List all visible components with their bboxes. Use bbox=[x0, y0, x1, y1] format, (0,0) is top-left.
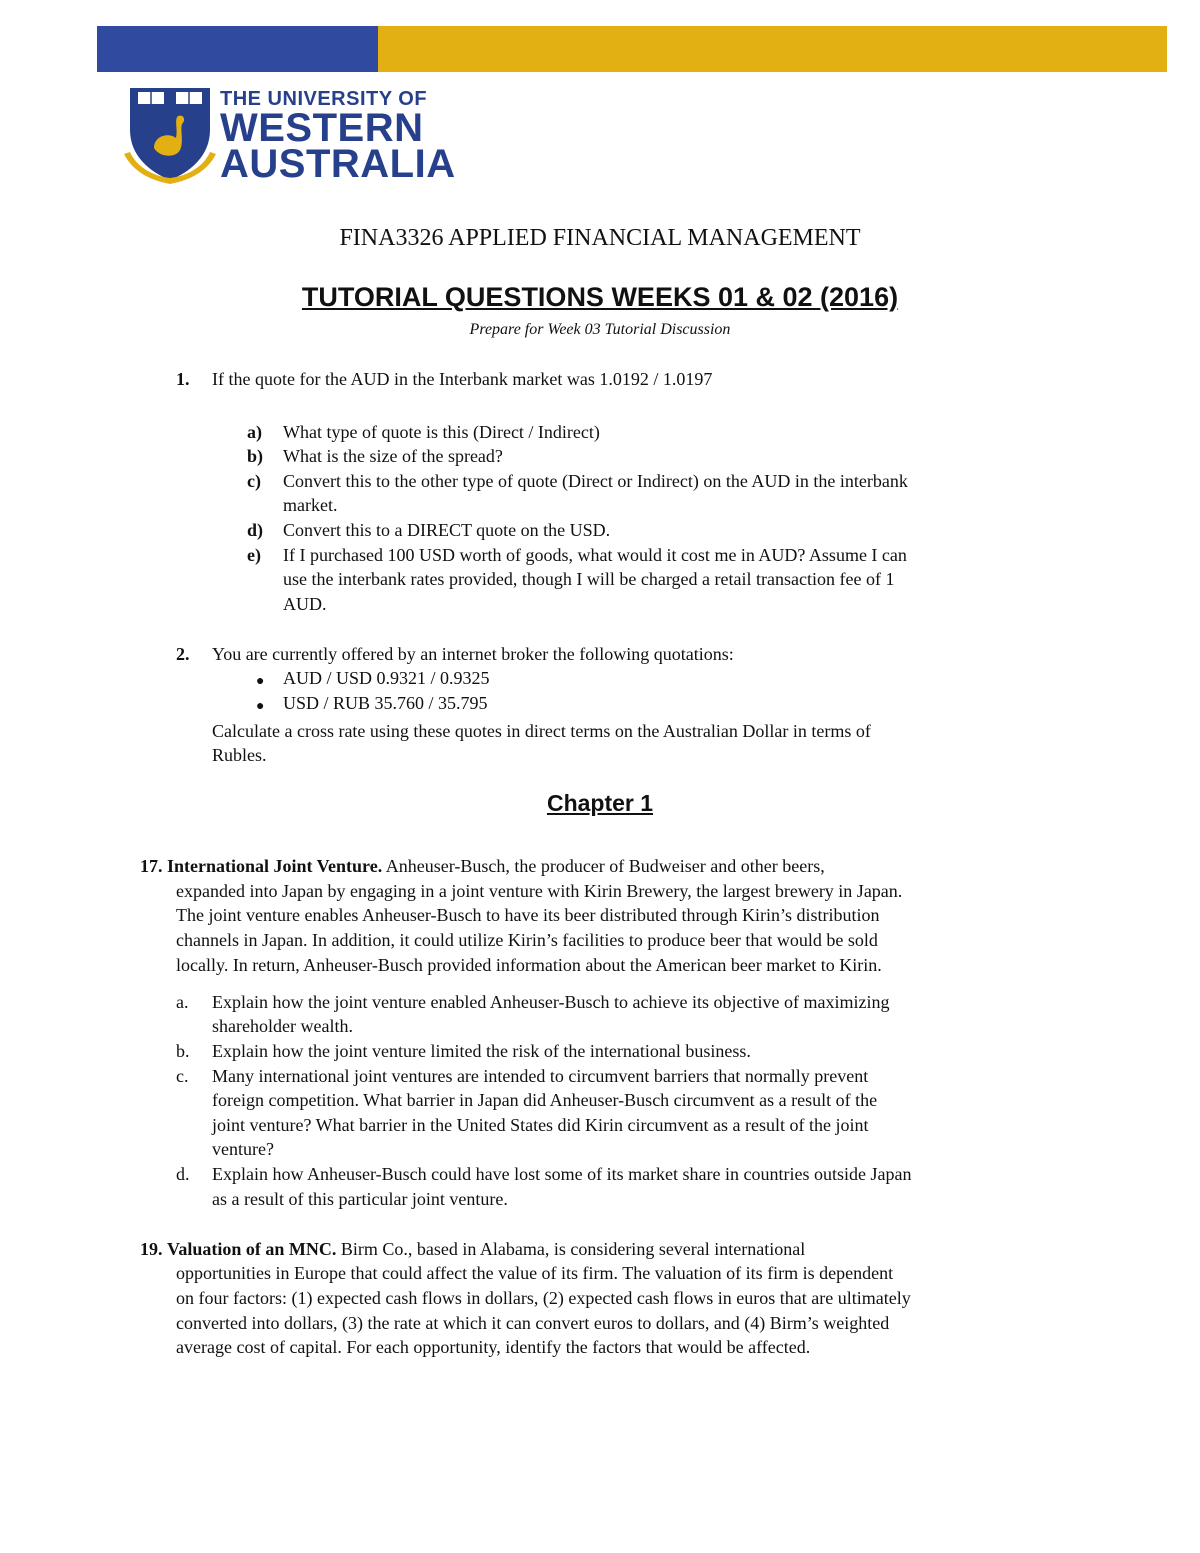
part-text: Convert this to the other type of quote (Direct or Indirect) on the AUD in the interbank bbox=[283, 471, 908, 491]
header-band-blue bbox=[97, 26, 378, 72]
question-text: expanded into Japan by engaging in a joint venture with Kirin Brewery, the largest brewery in Japan. bbox=[176, 881, 903, 901]
part-text: What is the size of the spread? bbox=[283, 446, 503, 466]
question-text: on four factors: (1) expected cash flows in dollars, (2) expected cash flows in euros that are ultimately bbox=[176, 1288, 911, 1308]
question-text: Anheuser-Busch, the producer of Budweiser and other beers, bbox=[385, 856, 825, 876]
logo-line1: THE UNIVERSITY OF bbox=[220, 88, 428, 110]
part-text: market. bbox=[283, 495, 338, 515]
question-first-line bbox=[140, 1237, 805, 1262]
part-label: d) bbox=[247, 520, 264, 540]
part-text: venture? bbox=[212, 1139, 274, 1159]
logo-line3: AUSTRALIA bbox=[220, 142, 456, 186]
question-text: Birm Co., based in Alabama, is considering several international bbox=[340, 1239, 806, 1259]
question-text: You are currently offered by an internet broker the following quotations: bbox=[212, 644, 734, 664]
page-title: TUTORIAL QUESTIONS WEEKS 01 & 02 (2016) bbox=[301, 282, 899, 312]
logo-line2: WESTERN bbox=[220, 106, 424, 150]
uwa-crest-icon bbox=[124, 84, 216, 184]
question-text: Calculate a cross rate using these quotes in direct terms on the Australian Dollar in terms of bbox=[212, 721, 871, 741]
logo-text bbox=[220, 88, 456, 186]
university-logo bbox=[124, 84, 456, 186]
part-text: foreign competition. What barrier in Japan did Anheuser-Busch circumvent as a result of the bbox=[212, 1090, 878, 1110]
part-text: shareholder wealth. bbox=[212, 1016, 353, 1036]
question-text: If the quote for the AUD in the Interbank market was 1.0192 / 1.0197 bbox=[212, 369, 713, 389]
part-text: Many international joint ventures are intended to circumvent barriers that normally prevent bbox=[212, 1066, 869, 1086]
part-text: What type of quote is this (Direct / Indirect) bbox=[283, 422, 600, 442]
part-label: b) bbox=[247, 446, 264, 466]
question-text: The joint venture enables Anheuser-Busch to have its beer distributed through Kirin’s distribution bbox=[176, 905, 880, 925]
part-text: joint venture? What barrier in the United States did Kirin circumvent as a result of the joint bbox=[212, 1115, 869, 1135]
part-text: as a result of this particular joint venture. bbox=[212, 1189, 508, 1209]
part-label: e) bbox=[247, 545, 261, 565]
question-text: opportunities in Europe that could affect the value of its firm. The valuation of its firm is dependent bbox=[176, 1263, 894, 1283]
bullet-icon: ● bbox=[256, 699, 265, 714]
question-text: converted into dollars, (3) the rate at which it can convert euros to dollars, and (4) Birm’s weighted bbox=[176, 1313, 890, 1333]
part-label: d. bbox=[176, 1164, 190, 1184]
question-heading: Valuation of an MNC. bbox=[167, 1239, 337, 1259]
question-number: 19. bbox=[140, 1239, 163, 1259]
question-heading: International Joint Venture. bbox=[167, 856, 383, 876]
part-text: Explain how Anheuser-Busch could have lost some of its market share in countries outside Japan bbox=[212, 1164, 912, 1184]
list-item: AUD / USD 0.9321 / 0.9325 bbox=[283, 668, 490, 688]
question-text: average cost of capital. For each opportunity, identify the factors that would be affected. bbox=[176, 1337, 811, 1357]
header-band-gold bbox=[378, 26, 1167, 72]
part-label: c. bbox=[176, 1066, 189, 1086]
part-label: a) bbox=[247, 422, 262, 442]
question-number: 2. bbox=[176, 644, 190, 664]
question-text: Rubles. bbox=[212, 745, 267, 765]
chapter-heading: Chapter 1 bbox=[546, 790, 654, 816]
part-label: b. bbox=[176, 1041, 190, 1061]
bullet-icon: ● bbox=[256, 674, 265, 689]
part-text: Explain how the joint venture enabled Anheuser-Busch to achieve its objective of maximizing bbox=[212, 992, 890, 1012]
question-number: 17. bbox=[140, 856, 163, 876]
list-item: USD / RUB 35.760 / 35.795 bbox=[283, 693, 488, 713]
question-text: channels in Japan. In addition, it could utilize Kirin’s facilities to produce beer that would be sold bbox=[176, 930, 878, 950]
question-text: locally. In return, Anheuser-Busch provided information about the American beer market to Kirin. bbox=[176, 955, 882, 975]
page-subtitle: Prepare for Week 03 Tutorial Discussion bbox=[469, 321, 731, 338]
question-first-line bbox=[140, 854, 825, 879]
part-text: Convert this to a DIRECT quote on the USD. bbox=[283, 520, 611, 540]
part-label: a. bbox=[176, 992, 189, 1012]
part-text: use the interbank rates provided, though I will be charged a retail transaction fee of 1 bbox=[283, 569, 895, 589]
question-number: 1. bbox=[176, 369, 190, 389]
part-text: AUD. bbox=[283, 594, 327, 614]
part-text: Explain how the joint venture limited the risk of the international business. bbox=[212, 1041, 751, 1061]
part-label: c) bbox=[247, 471, 261, 491]
course-title: FINA3326 APPLIED FINANCIAL MANAGEMENT bbox=[339, 225, 861, 251]
part-text: If I purchased 100 USD worth of goods, what would it cost me in AUD? Assume I can bbox=[283, 545, 907, 565]
